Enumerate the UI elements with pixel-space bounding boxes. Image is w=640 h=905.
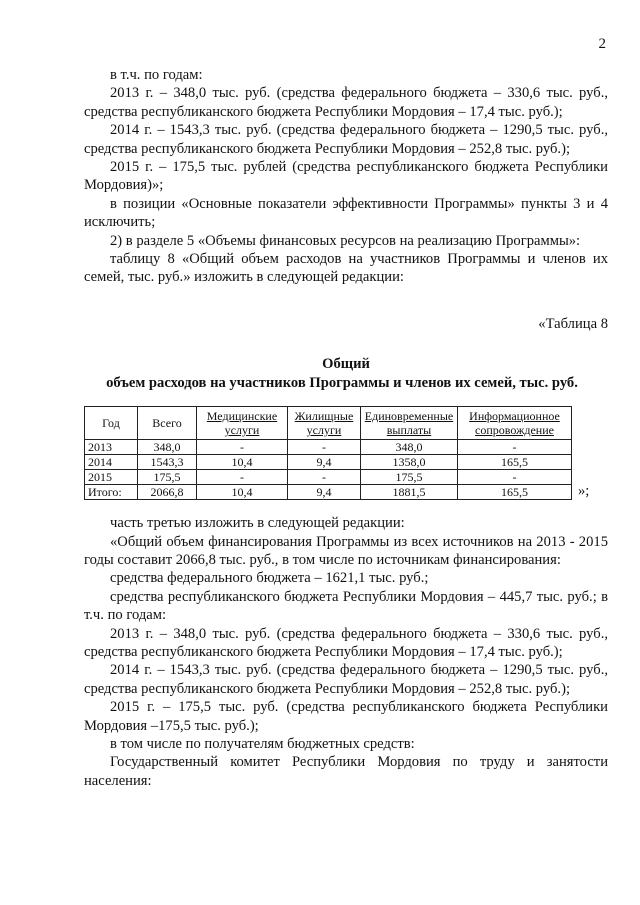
- paragraph: 2013 г. – 348,0 тыс. руб. (средства федерального бюджета – 330,6 тыс. руб., средства республиканского бюджета Республики Мордовия – 17,4 тыс. руб.);: [84, 625, 608, 660]
- table-cell: 348,0: [361, 440, 458, 455]
- col-medical: Медицинские услуги: [197, 407, 288, 440]
- page-number: 2: [598, 36, 606, 52]
- table-row: [85, 455, 572, 470]
- table-row: [85, 470, 572, 485]
- paragraph: средства федерального бюджета – 1621,1 тыс. руб.;: [110, 570, 429, 587]
- table-cell: 1881,5: [361, 485, 458, 500]
- expense-table: [84, 406, 572, 500]
- top-paragraphs: [84, 66, 608, 287]
- table-row: [85, 440, 572, 455]
- document-body: [84, 66, 608, 790]
- table-cell: 175,5: [138, 470, 197, 485]
- paragraph: в том числе по получателям бюджетных средств:: [110, 735, 415, 752]
- paragraph: 2013 г. – 348,0 тыс. руб. (средства федерального бюджета – 330,6 тыс. руб., средства республиканского бюджета Республики Мордовия – 17,4 тыс. руб.);: [84, 85, 608, 120]
- paragraph: Государственный комитет Республики Мордовия по труду и занятости населения:: [84, 754, 608, 789]
- paragraph: 2014 г. – 1543,3 тыс. руб. (средства федерального бюджета – 1290,5 тыс. руб., средства республиканского бюджета Республики Мордовия – 252,8 тыс. руб.);: [84, 662, 608, 697]
- table-cell: 10,4: [197, 485, 288, 500]
- table-cell: 1543,3: [138, 455, 197, 470]
- table-cell: -: [458, 470, 572, 485]
- paragraph: «Общий объем финансирования Программы из всех источников на 2013 - 2015 годы составит 2066,8 тыс. руб., в том числе по источникам финансирования:: [84, 533, 608, 568]
- paragraph: таблицу 8 «Общий объем расходов на участников Программы и членов их семей, тыс. руб.» изложить в следующей редакции:: [84, 251, 608, 286]
- table-title-line2: объем расходов на участников Программы и членов их семей, тыс. руб.: [106, 374, 578, 391]
- table-cell: Итого:: [85, 485, 138, 500]
- paragraph: часть третью изложить в следующей редакции:: [110, 515, 405, 532]
- table-cell: 165,5: [458, 455, 572, 470]
- paragraph: в позиции «Основные показатели эффективности Программы» пункты 3 и 4 исключить;: [84, 195, 608, 231]
- table-cell: 2066,8: [138, 485, 197, 500]
- table-body: [85, 440, 572, 500]
- table-cell: -: [197, 440, 288, 455]
- table-closing-quote: »;: [578, 482, 590, 499]
- col-lump-sum: Единовременные выплаты: [361, 407, 458, 440]
- paragraph: в т.ч. по годам:: [110, 67, 203, 83]
- table-cell: 175,5: [361, 470, 458, 485]
- table-title-line1: Общий: [322, 356, 370, 373]
- col-info: Информационное сопровождение: [458, 407, 572, 440]
- col-total: Всего: [138, 407, 197, 440]
- paragraph: 2015 г. – 175,5 тыс. рублей (средства республиканского бюджета Республики Мордовия)»;: [84, 159, 608, 194]
- table-cell: 2015: [85, 470, 138, 485]
- col-year: Год: [85, 407, 138, 440]
- table-cell: 9,4: [288, 485, 361, 500]
- table-cell: 2014: [85, 455, 138, 470]
- table-header-row: [85, 407, 572, 440]
- table-cell: 348,0: [138, 440, 197, 455]
- table-cell: -: [197, 470, 288, 485]
- table-wrap: [84, 406, 608, 500]
- table-title: [84, 355, 608, 392]
- table-cell: -: [288, 470, 361, 485]
- paragraph: 2014 г. – 1543,3 тыс. руб. (средства федерального бюджета – 1290,5 тыс. руб., средства республиканского бюджета Республики Мордовия – 252,8 тыс. руб.);: [84, 122, 608, 157]
- table-cell: 2013: [85, 440, 138, 455]
- paragraph: средства республиканского бюджета Республики Мордовия – 445,7 тыс. руб.; в т.ч. по годам:: [84, 588, 608, 624]
- table-cell: 9,4: [288, 455, 361, 470]
- table-cell: -: [288, 440, 361, 455]
- table-row: [85, 485, 572, 500]
- bottom-paragraphs: [84, 514, 608, 790]
- table-cell: 10,4: [197, 455, 288, 470]
- paragraph: 2015 г. – 175,5 тыс. руб. (средства республиканского бюджета Республики Мордовия –175,5 тыс. руб.);: [84, 699, 608, 734]
- table-cell: 1358,0: [361, 455, 458, 470]
- table-cell: -: [458, 440, 572, 455]
- table-cell: 165,5: [458, 485, 572, 500]
- paragraph: 2) в разделе 5 «Объемы финансовых ресурсов на реализацию Программы»:: [110, 232, 581, 249]
- table-caption: «Таблица 8: [538, 315, 608, 332]
- col-housing: Жилищные услуги: [288, 407, 361, 440]
